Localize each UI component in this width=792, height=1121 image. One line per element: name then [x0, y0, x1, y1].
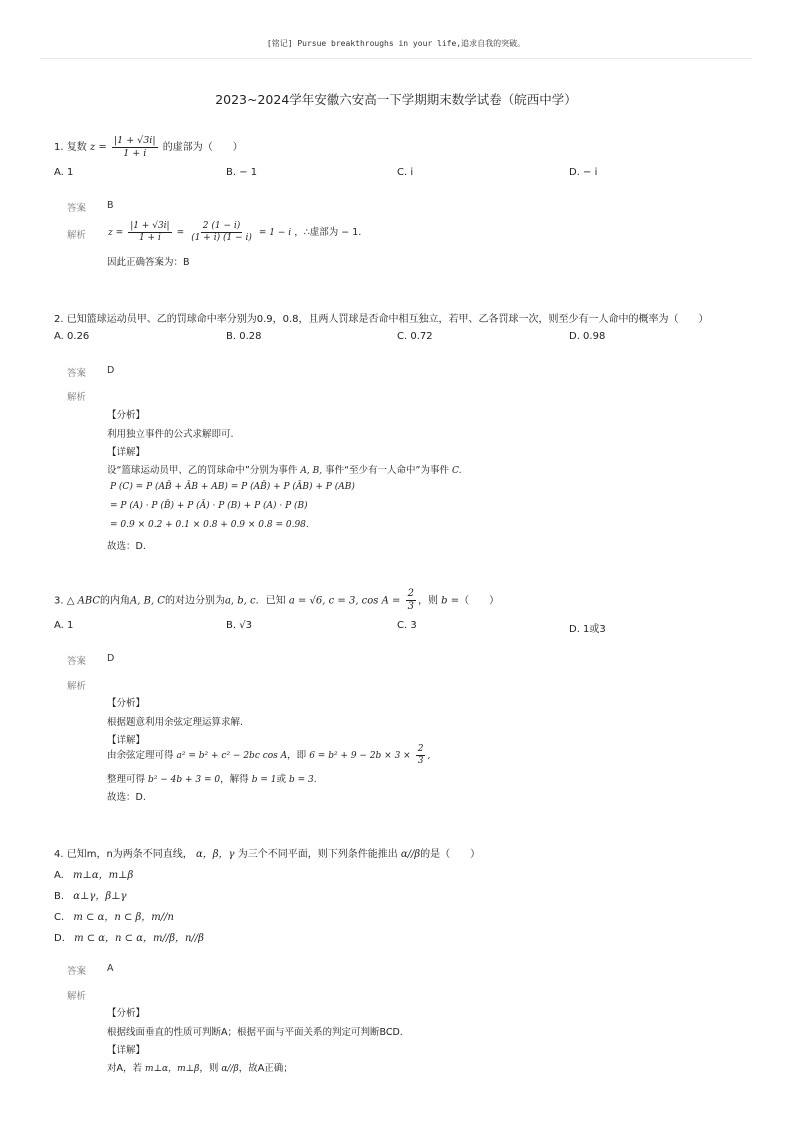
option-a[interactable]: A. 1 [54, 620, 74, 631]
question-3-stem [54, 589, 499, 612]
math-expression: z = [89, 142, 107, 153]
question-text: 的虚部为（ ） [162, 142, 243, 153]
detail-line [107, 462, 461, 476]
detail-text: ，即 [287, 750, 307, 761]
answer-value: D [107, 653, 115, 664]
conclusion: 故选：D. [107, 792, 146, 803]
option-b[interactable]: B. 0.28 [226, 331, 262, 342]
option-b[interactable]: B. √3 [226, 620, 252, 631]
math-expression: b = 3. [289, 775, 317, 785]
fraction-numerator: 2 [417, 744, 424, 754]
analysis-text: 利用独立事件的公式求解即可. [107, 429, 234, 440]
math-expression: α//β [221, 1064, 239, 1074]
analysis-heading: 【分析】 [107, 410, 146, 421]
option-b[interactable] [54, 887, 127, 902]
fraction-denominator: 1 + i [123, 147, 147, 159]
question-text: ，则 [417, 595, 438, 607]
detail-text: ，故A正确； [238, 1063, 293, 1074]
answer-value: D [107, 365, 115, 376]
answer-value: B [107, 200, 114, 211]
math-expression: α//β [400, 849, 421, 860]
detail-heading: 【详解】 [107, 447, 146, 458]
question-text: 复数 [66, 142, 87, 153]
analysis-heading: 【分析】 [107, 1008, 146, 1019]
option-d[interactable]: D. − i [569, 167, 598, 178]
math-expression: z = [108, 228, 124, 238]
option-d[interactable]: D. 0.98 [569, 331, 606, 342]
header-divider [40, 58, 752, 59]
solution-line: 因此正确答案为：B [107, 257, 190, 268]
detail-text: 对A，若 [107, 1063, 142, 1074]
math-expression: △ ABC [66, 595, 101, 607]
fraction-numerator: 2 (1 − i) [202, 221, 241, 231]
fraction [112, 136, 158, 158]
solution-line [108, 222, 361, 243]
option-c[interactable]: C. 0.72 [397, 331, 433, 342]
answer-label: 答案 [67, 966, 87, 977]
fraction [406, 589, 416, 612]
fraction [189, 222, 254, 243]
detail-line [107, 745, 430, 766]
fraction-denominator: 3 [407, 601, 414, 612]
math-expression: α，β，γ [196, 849, 235, 860]
conclusion: 故选：D. [107, 541, 146, 552]
question-number: 3. [54, 595, 64, 607]
answer-label: 答案 [67, 203, 87, 214]
detail-line [107, 1060, 293, 1074]
fraction-numerator: 2 [407, 588, 414, 599]
question-text: 的内角 [100, 595, 131, 607]
detail-heading: 【详解】 [107, 735, 146, 746]
detail-text: 设“篮球运动员甲、乙的罚球命中”分别为事件 [107, 465, 298, 476]
equation-line: P (C) = P (AB̄ + ĀB + AB) = P (AB̄) + P (ĀB) + P (AB) [110, 482, 355, 492]
option-d[interactable] [54, 929, 204, 944]
detail-text: 由余弦定理可得 [107, 750, 174, 761]
detail-text: 或 [276, 774, 286, 785]
answer-label: 答案 [67, 656, 87, 667]
math-expression: = [176, 228, 185, 238]
option-c[interactable]: C. i [397, 167, 414, 178]
math-expression: A, B, [300, 466, 323, 476]
question-text: 的对边分别为 [164, 595, 225, 607]
math-expression: b = 1 [251, 775, 277, 785]
question-text: ．已知 [255, 595, 286, 607]
math-expression: 6 = b² + 9 − 2b × 3 × [309, 751, 411, 761]
fraction-denominator: 3 [417, 756, 424, 766]
math-expression: α⊥γ，β⊥γ [73, 891, 127, 902]
math-expression: m⊥α，m⊥β [145, 1064, 200, 1074]
math-expression: A, B, C [130, 595, 165, 607]
question-text: 4. 已知m，n为两条不同直线， [54, 849, 193, 860]
math-expression: m⊥α，m⊥β [73, 870, 134, 881]
option-c[interactable] [54, 908, 174, 923]
page-title: 2023~2024学年安徽六安高一下学期期末数学试卷（皖西中学） [215, 92, 577, 107]
equation-line: = 0.9 × 0.2 + 0.1 × 0.8 + 0.9 × 0.8 = 0.98. [110, 520, 309, 530]
math-expression: m ⊂ α，n ⊂ α，m//β，n//β [74, 933, 204, 944]
detail-line [107, 771, 317, 785]
option-b[interactable]: B. − 1 [226, 167, 258, 178]
question-text: 为三个不同平面，则下列条件能推出 [237, 849, 398, 860]
detail-text: 整理可得 [107, 774, 146, 785]
detail-text: ，解得 [220, 774, 249, 785]
analysis-text: 根据题意利用余弦定理运算求解. [107, 717, 244, 728]
math-expression: b = [441, 595, 460, 607]
analysis-label: 解析 [67, 991, 87, 1002]
fraction-denominator: (1 + i) (1 − i) [191, 233, 252, 243]
answer-value: A [107, 963, 114, 974]
question-1-stem [54, 136, 243, 158]
solution-text: ，∴虚部为 − 1. [294, 227, 362, 238]
fraction [416, 745, 426, 766]
option-a[interactable] [54, 866, 133, 881]
math-expression: = 1 − i [258, 228, 292, 238]
question-2-stem: 2. 已知篮球运动员甲、乙的罚球命中率分别为0.9，0.8，且两人罚球是否命中相互独立，若甲、乙各罚球一次，则至少有一人命中的概率为（ ） [54, 314, 709, 325]
math-expression: , [427, 751, 431, 761]
math-expression: C. [452, 466, 462, 476]
option-label: C. [54, 912, 65, 923]
option-c[interactable]: C. 3 [397, 620, 417, 631]
analysis-label: 解析 [67, 230, 87, 241]
analysis-label: 解析 [67, 392, 87, 403]
option-a[interactable]: A. 1 [54, 167, 74, 178]
detail-text: 事件“至少有一人命中”为事件 [325, 465, 449, 476]
fraction-numerator: |1 + √3i| [113, 135, 156, 146]
analysis-heading: 【分析】 [107, 698, 146, 709]
math-expression: b² − 4b + 3 = 0 [148, 775, 221, 785]
header-note: [铭记] Pursue breakthroughs in your life,追求自我的突破。 [266, 39, 526, 48]
question-text: （ ） [459, 595, 500, 607]
option-label: A. [54, 870, 64, 881]
fraction-numerator: |1 + √3i| [130, 221, 170, 231]
math-expression: a² = b² + c² − 2bc cos A [176, 751, 288, 761]
analysis-label: 解析 [67, 681, 87, 692]
question-4-stem [54, 845, 480, 860]
option-d[interactable]: D. 1或3 [569, 624, 606, 635]
option-label: B. [54, 891, 65, 902]
equation-line: = P (A) · P (B̄) + P (Ā) · P (B) + P (A) · P (B) [110, 501, 308, 511]
question-number: 1. [54, 142, 64, 153]
detail-heading: 【详解】 [107, 1045, 146, 1056]
question-text: 的是（ ） [420, 849, 481, 860]
math-expression: a = √6, c = 3, cos A = [288, 595, 401, 607]
analysis-text: 根据线面垂直的性质可判断A；根据平面与平面关系的判定可判断BCD. [107, 1027, 403, 1038]
math-expression: a, b, c [224, 595, 256, 607]
math-expression: m ⊂ α，n ⊂ β，m//n [73, 912, 174, 923]
answer-label: 答案 [67, 368, 87, 379]
option-a[interactable]: A. 0.26 [54, 331, 90, 342]
fraction [128, 222, 171, 243]
detail-text: ，则 [199, 1063, 219, 1074]
fraction-denominator: 1 + i [138, 233, 161, 243]
option-label: D. [54, 933, 65, 944]
